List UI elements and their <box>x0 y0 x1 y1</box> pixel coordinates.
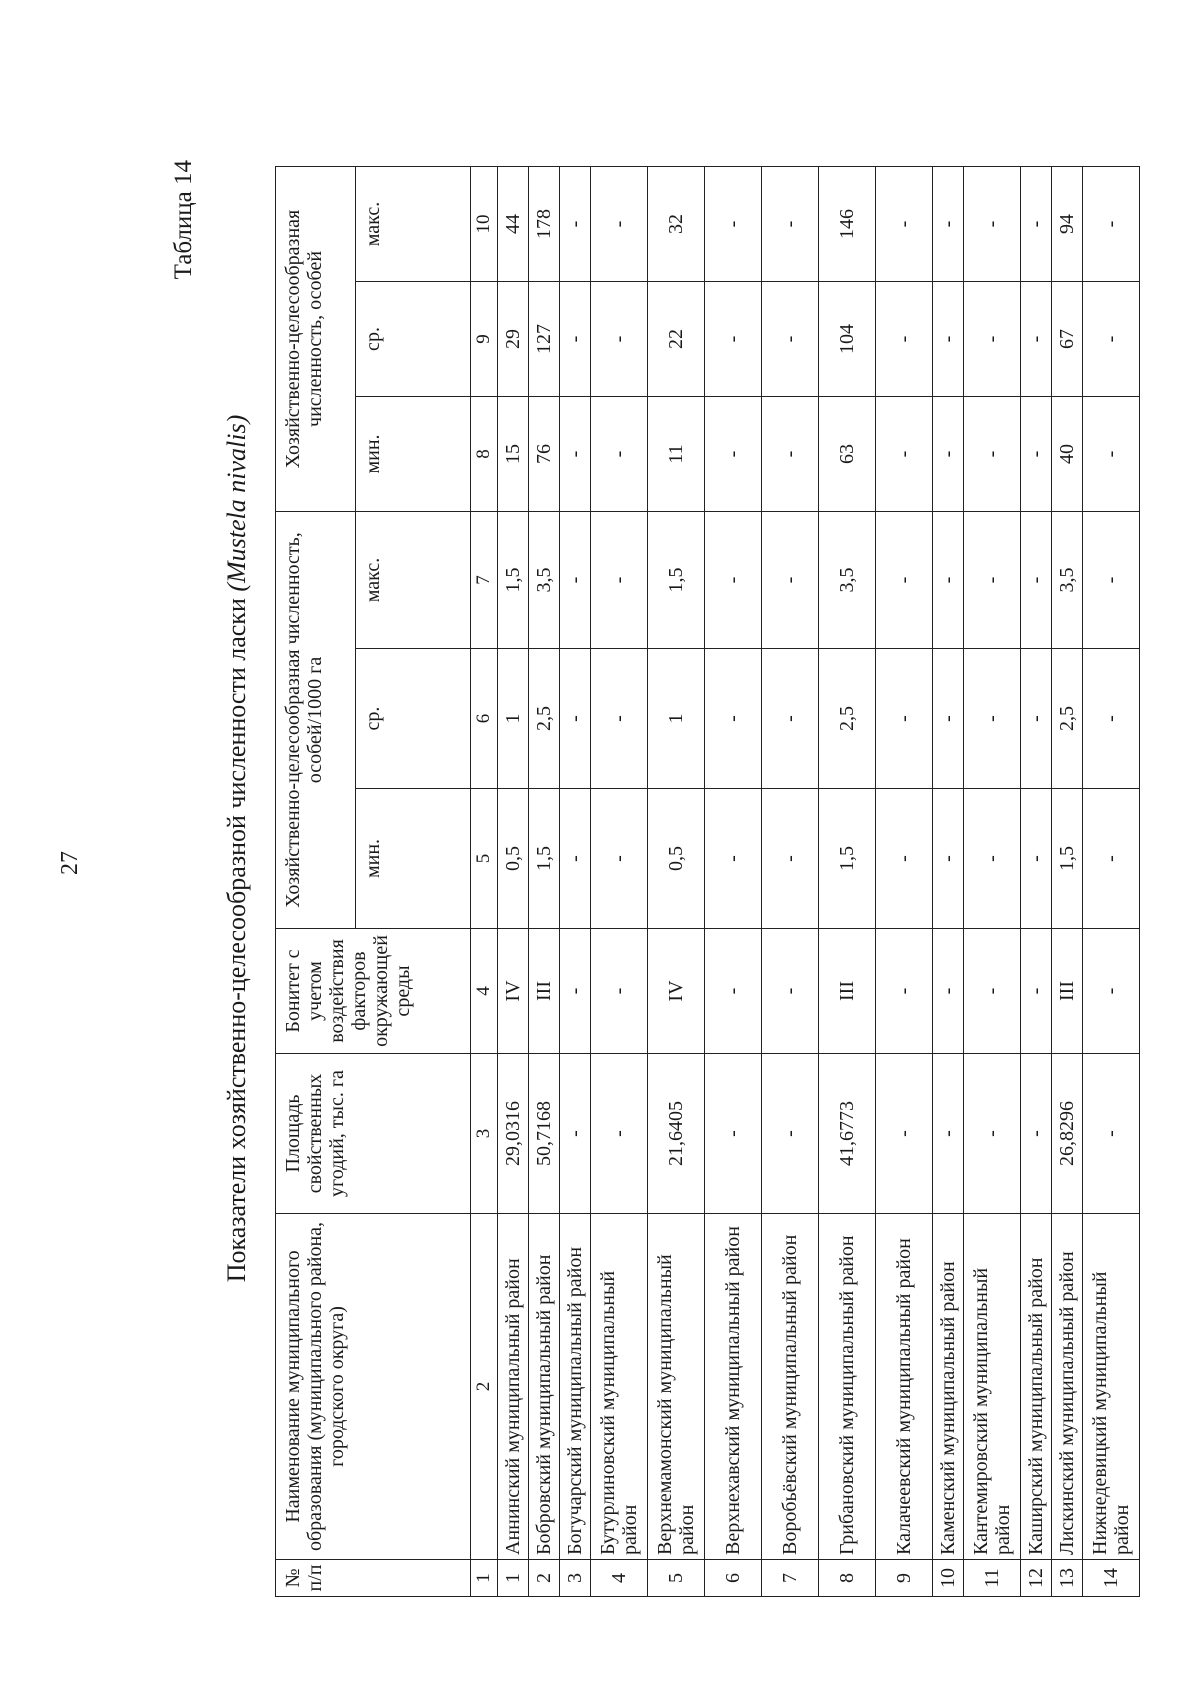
count-max: 32 <box>648 166 705 281</box>
count-avg: - <box>591 281 648 396</box>
count-min: - <box>1083 396 1140 511</box>
density-min: 0,5 <box>648 789 705 929</box>
count-avg: - <box>876 281 933 396</box>
bonitet-value: - <box>1083 929 1140 1054</box>
count-max: - <box>762 166 819 281</box>
count-avg: - <box>1021 281 1052 396</box>
density-avg: - <box>560 649 591 789</box>
area-value: - <box>591 1054 648 1214</box>
bonitet-value: III <box>819 929 876 1054</box>
area-value: - <box>1021 1054 1052 1214</box>
density-avg: - <box>591 649 648 789</box>
count-avg: - <box>933 281 964 396</box>
table-row <box>591 166 648 1596</box>
district-name: Нижнедевицкий муниципальный район <box>1083 1214 1140 1560</box>
column-number: 7 <box>471 511 498 648</box>
bonitet-value: III <box>1052 929 1083 1054</box>
density-max: 3,5 <box>819 511 876 648</box>
density-max: - <box>1083 511 1140 648</box>
density-max: - <box>876 511 933 648</box>
district-name: Аннинский муниципальный район <box>498 1214 529 1560</box>
density-avg: - <box>933 649 964 789</box>
district-name: Верхнехавский муниципальный район <box>705 1214 762 1560</box>
area-value: - <box>1083 1054 1140 1214</box>
count-max: 94 <box>1052 166 1083 281</box>
count-avg: 22 <box>648 281 705 396</box>
bonitet-value: - <box>876 929 933 1054</box>
row-number: 13 <box>1052 1560 1083 1597</box>
count-max: - <box>560 166 591 281</box>
row-number: 9 <box>876 1560 933 1597</box>
area-value: - <box>705 1054 762 1214</box>
bonitet-value: - <box>964 929 1021 1054</box>
count-min: 11 <box>648 396 705 511</box>
table-row <box>1021 166 1052 1596</box>
header-density-avg: ср. <box>356 649 471 789</box>
table-row <box>529 166 560 1596</box>
count-max: - <box>876 166 933 281</box>
row-number: 5 <box>648 1560 705 1597</box>
header-count-group: Хозяйственно-целесообразная численность, особей <box>276 166 356 511</box>
count-max: - <box>933 166 964 281</box>
density-max: 3,5 <box>1052 511 1083 648</box>
table-row <box>876 166 933 1596</box>
density-min: 1,5 <box>529 789 560 929</box>
density-min: - <box>933 789 964 929</box>
row-number: 3 <box>560 1560 591 1597</box>
table-row <box>819 166 876 1596</box>
column-number: 6 <box>471 649 498 789</box>
header-density-group: Хозяйственно-целесообразная численность, особей/1000 га <box>276 511 356 928</box>
table-row <box>498 166 529 1596</box>
count-avg: 127 <box>529 281 560 396</box>
column-number: 4 <box>471 929 498 1054</box>
district-name: Грибановский муниципальный район <box>819 1214 876 1560</box>
table-row <box>933 166 964 1596</box>
density-max: - <box>560 511 591 648</box>
title-text: Показатели хозяйственно-целесообразной численности ласки <box>222 598 251 1283</box>
area-value: - <box>933 1054 964 1214</box>
column-number-row <box>471 166 498 1596</box>
density-max: - <box>964 511 1021 648</box>
data-table <box>275 166 1140 1597</box>
count-min: - <box>762 396 819 511</box>
density-avg: 2,5 <box>529 649 560 789</box>
table-row <box>648 166 705 1596</box>
district-name: Каменский муниципальный район <box>933 1214 964 1560</box>
district-name: Кантемировский муниципальный район <box>964 1214 1021 1560</box>
density-min: 1,5 <box>819 789 876 929</box>
area-value: - <box>560 1054 591 1214</box>
count-max: 178 <box>529 166 560 281</box>
title-species: (Mustela nivalis) <box>222 414 251 592</box>
density-min: - <box>1083 789 1140 929</box>
table-row <box>964 166 1021 1596</box>
header-count-avg: ср. <box>356 281 471 396</box>
area-value: 21,6405 <box>648 1054 705 1214</box>
bonitet-value: - <box>762 929 819 1054</box>
row-number: 4 <box>591 1560 648 1597</box>
header-area: Площадь свойственных угодий, тыс. га <box>276 1054 471 1214</box>
header-name: Наименование муниципального образования (муниципального района, городского округа) <box>276 1214 471 1560</box>
header-count-max: макс. <box>356 166 471 281</box>
density-min: - <box>705 789 762 929</box>
row-number: 10 <box>933 1560 964 1597</box>
district-name: Бутурлиновский муниципальный район <box>591 1214 648 1560</box>
header-density-max: макс. <box>356 511 471 648</box>
density-max: 1,5 <box>648 511 705 648</box>
count-max: - <box>591 166 648 281</box>
table-row <box>705 166 762 1596</box>
count-avg: - <box>1083 281 1140 396</box>
row-number: 7 <box>762 1560 819 1597</box>
district-name: Лискинский муниципальный район <box>1052 1214 1083 1560</box>
density-min: 1,5 <box>1052 789 1083 929</box>
page-number: 27 <box>57 851 83 875</box>
column-number: 1 <box>471 1560 498 1597</box>
count-max: 146 <box>819 166 876 281</box>
area-value: - <box>876 1054 933 1214</box>
count-avg: 29 <box>498 281 529 396</box>
density-avg: - <box>1083 649 1140 789</box>
district-name: Богучарский муниципальный район <box>560 1214 591 1560</box>
density-avg: - <box>705 649 762 789</box>
count-avg: - <box>560 281 591 396</box>
bonitet-value: IV <box>498 929 529 1054</box>
area-value: 41,6773 <box>819 1054 876 1214</box>
count-avg: 67 <box>1052 281 1083 396</box>
bonitet-value: - <box>933 929 964 1054</box>
column-number: 9 <box>471 281 498 396</box>
count-min: - <box>964 396 1021 511</box>
area-value: - <box>762 1054 819 1214</box>
row-number: 14 <box>1083 1560 1140 1597</box>
district-name: Каширский муниципальный район <box>1021 1214 1052 1560</box>
bonitet-value: - <box>705 929 762 1054</box>
density-avg: - <box>1021 649 1052 789</box>
count-min: 76 <box>529 396 560 511</box>
density-avg: 1 <box>648 649 705 789</box>
district-name: Бобровский муниципальный район <box>529 1214 560 1560</box>
count-max: - <box>964 166 1021 281</box>
area-value: 29,0316 <box>498 1054 529 1214</box>
count-min: - <box>705 396 762 511</box>
table-row <box>1083 166 1140 1596</box>
bonitet-value: - <box>1021 929 1052 1054</box>
area-value: 26,8296 <box>1052 1054 1083 1214</box>
density-min: - <box>876 789 933 929</box>
column-number: 8 <box>471 396 498 511</box>
density-min: - <box>762 789 819 929</box>
table-label: Таблица 14 <box>170 160 197 280</box>
count-min: - <box>876 396 933 511</box>
density-avg: 2,5 <box>1052 649 1083 789</box>
count-min: - <box>560 396 591 511</box>
count-avg: - <box>964 281 1021 396</box>
count-max: 44 <box>498 166 529 281</box>
document-title <box>222 0 252 1697</box>
density-avg: - <box>964 649 1021 789</box>
count-min: - <box>591 396 648 511</box>
district-name: Верхнемамонский муниципальный район <box>648 1214 705 1560</box>
count-min: - <box>1021 396 1052 511</box>
row-number: 11 <box>964 1560 1021 1597</box>
area-value: 50,7168 <box>529 1054 560 1214</box>
density-avg: - <box>762 649 819 789</box>
density-max: - <box>705 511 762 648</box>
header-density-min: мин. <box>356 789 471 929</box>
count-min: 63 <box>819 396 876 511</box>
density-min: - <box>1021 789 1052 929</box>
density-avg: 1 <box>498 649 529 789</box>
count-avg: - <box>705 281 762 396</box>
count-avg: - <box>762 281 819 396</box>
count-avg: 104 <box>819 281 876 396</box>
area-value: - <box>964 1054 1021 1214</box>
row-number: 12 <box>1021 1560 1052 1597</box>
row-number: 6 <box>705 1560 762 1597</box>
row-number: 8 <box>819 1560 876 1597</box>
bonitet-value: IV <box>648 929 705 1054</box>
column-number: 2 <box>471 1214 498 1560</box>
density-max: 1,5 <box>498 511 529 648</box>
density-min: - <box>591 789 648 929</box>
header-count-min: мин. <box>356 396 471 511</box>
count-min: 15 <box>498 396 529 511</box>
count-max: - <box>1083 166 1140 281</box>
column-number: 5 <box>471 789 498 929</box>
district-name: Воробьёвский муниципальный район <box>762 1214 819 1560</box>
density-min: 0,5 <box>498 789 529 929</box>
count-min: - <box>933 396 964 511</box>
column-number: 3 <box>471 1054 498 1214</box>
count-min: 40 <box>1052 396 1083 511</box>
density-avg: - <box>876 649 933 789</box>
density-max: 3,5 <box>529 511 560 648</box>
table-row <box>762 166 819 1596</box>
row-number: 2 <box>529 1560 560 1597</box>
density-max: - <box>591 511 648 648</box>
row-number: 1 <box>498 1560 529 1597</box>
header-bonitet: Бонитет с учетом воздействия факторов окружающей среды <box>276 929 471 1054</box>
bonitet-value: - <box>560 929 591 1054</box>
district-name: Калачеевский муниципальный район <box>876 1214 933 1560</box>
table-row <box>560 166 591 1596</box>
density-max: - <box>1021 511 1052 648</box>
density-min: - <box>964 789 1021 929</box>
density-max: - <box>762 511 819 648</box>
table-row <box>1052 166 1083 1596</box>
count-max: - <box>1021 166 1052 281</box>
header-num: № п/п <box>276 1560 471 1597</box>
count-max: - <box>705 166 762 281</box>
density-max: - <box>933 511 964 648</box>
density-avg: 2,5 <box>819 649 876 789</box>
density-min: - <box>560 789 591 929</box>
bonitet-value: - <box>591 929 648 1054</box>
column-number: 10 <box>471 166 498 281</box>
bonitet-value: III <box>529 929 560 1054</box>
